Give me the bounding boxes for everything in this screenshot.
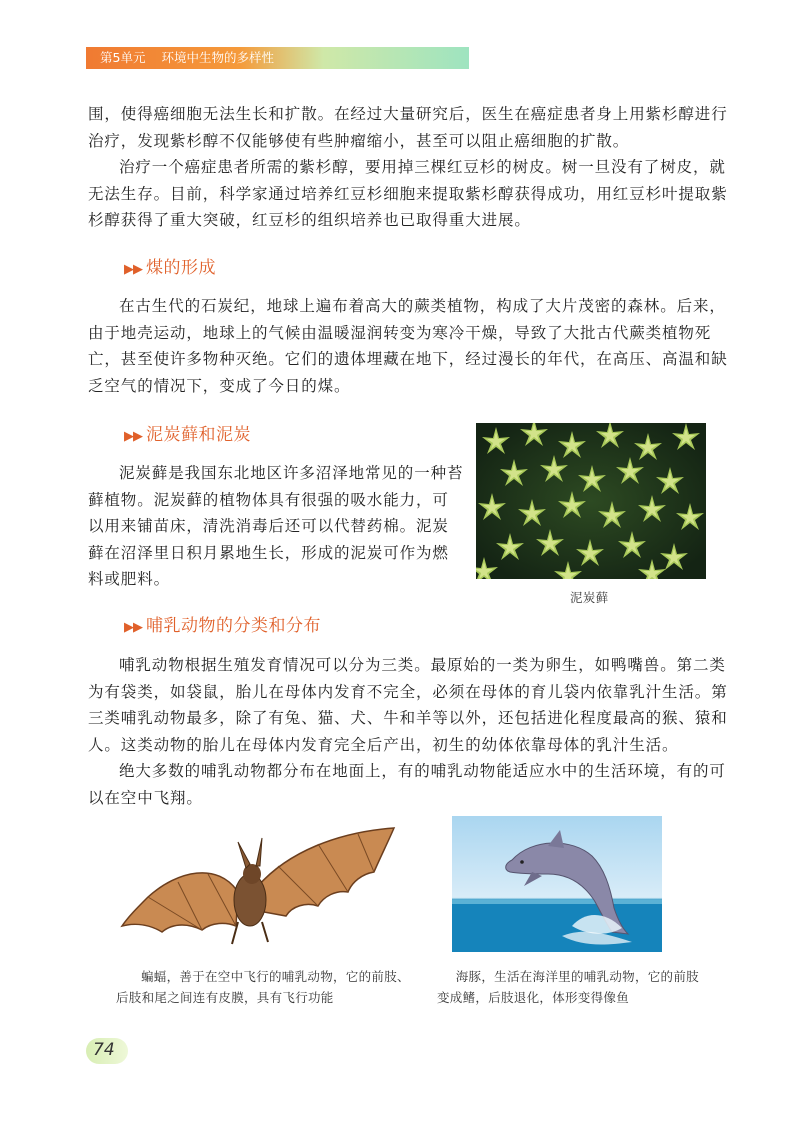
unit-header: [100, 49, 274, 67]
dolphin-drawing: [452, 816, 662, 952]
section-arrows-icon: ▶▶: [124, 620, 142, 635]
dolphin-photo: [452, 816, 662, 952]
section-arrows-icon: ▶▶: [124, 262, 142, 277]
paragraph-5: 哺乳动物根据生殖发育情况可以分为三类。最原始的一类为卵生，如鸭嘴兽。第二类为有袋类，如袋鼠，胎儿在母体内发育不完全，必须在母体的育儿袋内依靠乳汁生活。第三类哺乳动物最多，除了有兔、猫、犬、牛和羊等以外，还包括进化程度最高的猴、猿和人。这类动物的胎儿在母体内发育完全后产出，初生的幼体依靠母体的乳汁生活。: [88, 656, 728, 754]
section-title-moss: [124, 420, 251, 445]
page-number: 74: [93, 1040, 115, 1060]
unit-number: 第5单元: [100, 50, 146, 65]
bat-drawing: [118, 822, 400, 946]
peat-moss-photo: [476, 423, 706, 579]
bat-caption: 蝙蝠，善于在空中飞行的哺乳动物，它的前肢、后肢和尾之间连有皮膜，具有飞行功能: [116, 969, 410, 1005]
unit-title: 环境中生物的多样性: [161, 50, 274, 65]
paragraph-2: 治疗一个癌症患者所需的紫杉醇，要用掉三棵红豆杉的树皮。树一旦没有了树皮，就无法生存。目前，科学家通过培养红豆杉细胞来提取紫杉醇获得成功，用红豆杉叶提取紫杉醇获得了重大突破，红豆杉的组织培养也已取得重大进展。: [88, 158, 728, 229]
moss-caption: 泥炭藓: [570, 590, 609, 605]
section-title-mammal-text: 哺乳动物的分类和分布: [146, 616, 321, 636]
paragraph-4: 泥炭藓是我国东北地区许多沼泽地常见的一种苔藓植物。泥炭藓的植物体具有很强的吸水能力，可以用来铺苗床，清洗消毒后还可以代替药棉。泥炭藓在沼泽里日积月累地生长，形成的泥炭可作为燃料或肥料。: [88, 464, 464, 588]
paragraph-1: 围，使得癌细胞无法生长和扩散。在经过大量研究后，医生在癌症患者身上用紫杉醇进行治疗，发现紫杉醇不仅能够使有些肿瘤缩小，甚至可以阻止癌细胞的扩散。: [88, 105, 728, 150]
bat-illustration: [118, 822, 400, 946]
peat-moss-illustration: [476, 423, 706, 579]
dolphin-caption: 海豚，生活在海洋里的哺乳动物，它的前肢变成鳍，后肢退化，体形变得像鱼: [437, 969, 699, 1005]
section-arrows-icon: ▶▶: [124, 429, 142, 444]
section-title-mammal: [124, 611, 321, 636]
section-title-coal-text: 煤的形成: [146, 258, 216, 278]
section-title-moss-text: 泥炭藓和泥炭: [146, 425, 251, 445]
section-title-coal: [124, 253, 216, 278]
paragraph-6: 绝大多数的哺乳动物都分布在地面上，有的哺乳动物能适应水中的生活环境，有的可以在空中飞翔。: [88, 762, 726, 807]
paragraph-3: 在古生代的石炭纪，地球上遍布着高大的蕨类植物，构成了大片茂密的森林。后来，由于地壳运动，地球上的气候由温暖湿润转变为寒冷干燥，导致了大批古代蕨类植物死亡，甚至使许多物种灭绝。它们的遗体埋藏在地下，经过漫长的年代，在高压、高温和缺乏空气的情况下，变成了今日的煤。: [88, 297, 728, 395]
